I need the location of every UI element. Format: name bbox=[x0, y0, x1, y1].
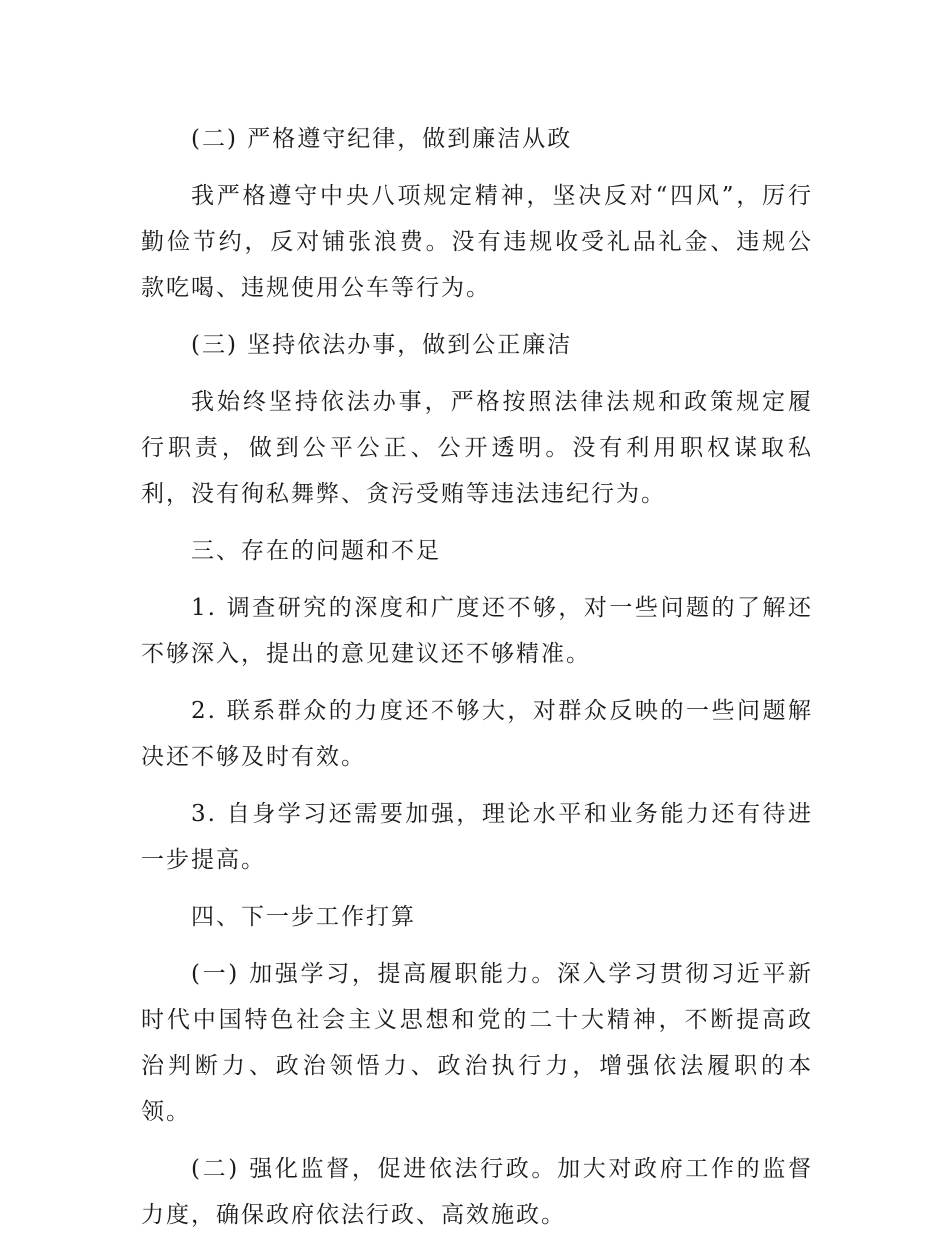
paragraph-plan-1: (一) 加强学习，提高履职能力。深入学习贯彻习近平新时代中国特色社会主义思想和党的二十大精神，不断提高政治判断力、政治领悟力、政治执行力，增强依法履职的本领。 bbox=[141, 961, 813, 1125]
paragraph-problem-2: 2. 联系群众的力度还不够大，对群众反映的一些问题解决还不够及时有效。 bbox=[141, 698, 813, 770]
section-heading-discipline: (二) 严格遵守纪律，做到廉洁从政 bbox=[191, 126, 573, 152]
section-heading-next-steps: 四、下一步工作打算 bbox=[191, 904, 416, 930]
paragraph-plan-2: (二) 强化监督，促进依法行政。加大对政府工作的监督力度，确保政府依法行政、高效施政。 bbox=[141, 1156, 813, 1228]
document-body bbox=[141, 116, 813, 1238]
paragraph-law: 我始终坚持依法办事，严格按照法律法规和政策规定履行职责，做到公平公正、公开透明。没有利用职权谋取私利，没有徇私舞弊、贪污受贿等违法违纪行为。 bbox=[141, 389, 813, 507]
paragraph-problem-1: 1. 调查研究的深度和广度还不够，对一些问题的了解还不够深入，提出的意见建议还不够精准。 bbox=[141, 595, 813, 667]
section-heading-problems: 三、存在的问题和不足 bbox=[191, 538, 441, 564]
section-heading-law: (三) 坚持依法办事，做到公正廉洁 bbox=[191, 332, 573, 358]
paragraph-problem-3: 3. 自身学习还需要加强，理论水平和业务能力还有待进一步提高。 bbox=[141, 801, 813, 873]
paragraph-discipline: 我严格遵守中央八项规定精神，坚决反对“四风”，厉行勤俭节约，反对铺张浪费。没有违规收受礼品礼金、违规公款吃喝、违规使用公车等行为。 bbox=[141, 183, 813, 301]
